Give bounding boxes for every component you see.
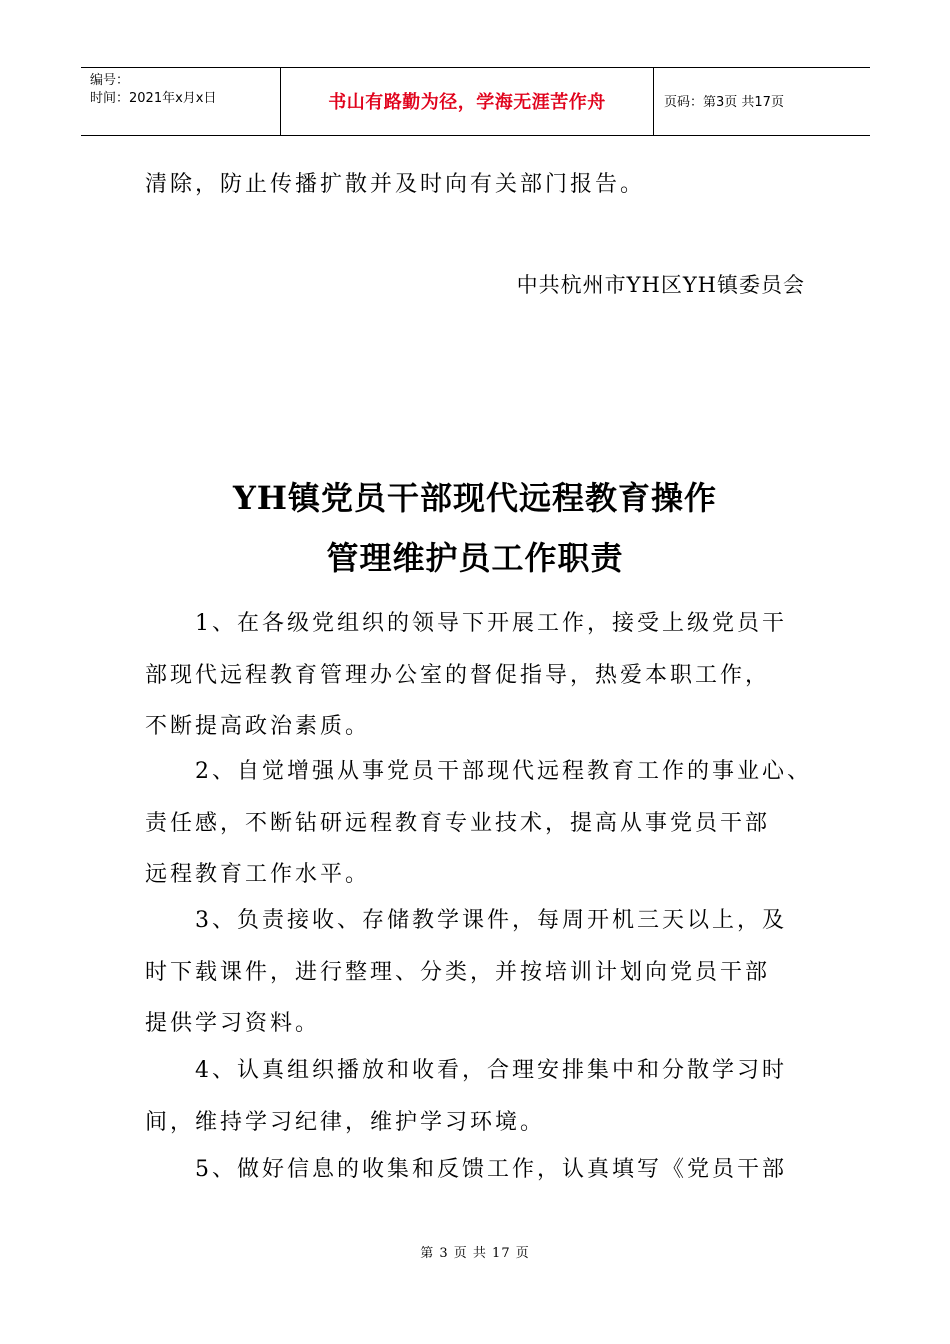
header-meta-cell xyxy=(81,68,281,135)
item-line: 远程教育工作水平。 xyxy=(145,862,371,887)
item-line: 不断提高政治素质。 xyxy=(145,714,371,739)
item-line: 3、负责接收、存储教学课件，每周开机三天以上，及 xyxy=(195,908,787,933)
document-header xyxy=(81,67,870,136)
document-number: 编号： xyxy=(90,73,130,88)
item-line: 2、自觉增强从事党员干部现代远程教育工作的事业心、 xyxy=(195,759,812,784)
item-line: 时下载课件，进行整理、分类，并按培训计划向党员干部 xyxy=(145,960,771,985)
header-page-info: 页码：第3页 共17页 xyxy=(664,95,784,110)
item-line: 提供学习资料。 xyxy=(145,1011,321,1036)
header-page-cell xyxy=(654,68,870,135)
page-footer: 第 3 页 共 17 页 xyxy=(420,1246,530,1261)
page-title-line-1: YH镇党员干部现代远程教育操作 xyxy=(232,479,718,517)
header-motto: 书山有路勤为径，学海无涯苦作舟 xyxy=(328,92,606,113)
page-title-line-2: 管理维护员工作职责 xyxy=(326,539,624,577)
header-motto-cell xyxy=(281,68,654,135)
item-line: 1、在各级党组织的领导下开展工作，接受上级党员干 xyxy=(195,611,787,636)
item-line: 部现代远程教育管理办公室的督促指导，热爱本职工作， xyxy=(145,663,771,688)
item-line: 责任感，不断钻研远程教育专业技术，提高从事党员干部 xyxy=(145,811,771,836)
item-line: 5、做好信息的收集和反馈工作，认真填写《党员干部 xyxy=(195,1157,787,1182)
item-line: 间，维持学习纪律，维护学习环境。 xyxy=(145,1110,546,1135)
item-line: 4、认真组织播放和收看，合理安排集中和分散学习时 xyxy=(195,1058,787,1083)
signature: 中共杭州市YH区YH镇委员会 xyxy=(516,273,805,297)
continuation-line: 清除，防止传播扩散并及时向有关部门报告。 xyxy=(145,172,646,197)
document-time: 时间：2021年x月x日 xyxy=(90,91,217,106)
